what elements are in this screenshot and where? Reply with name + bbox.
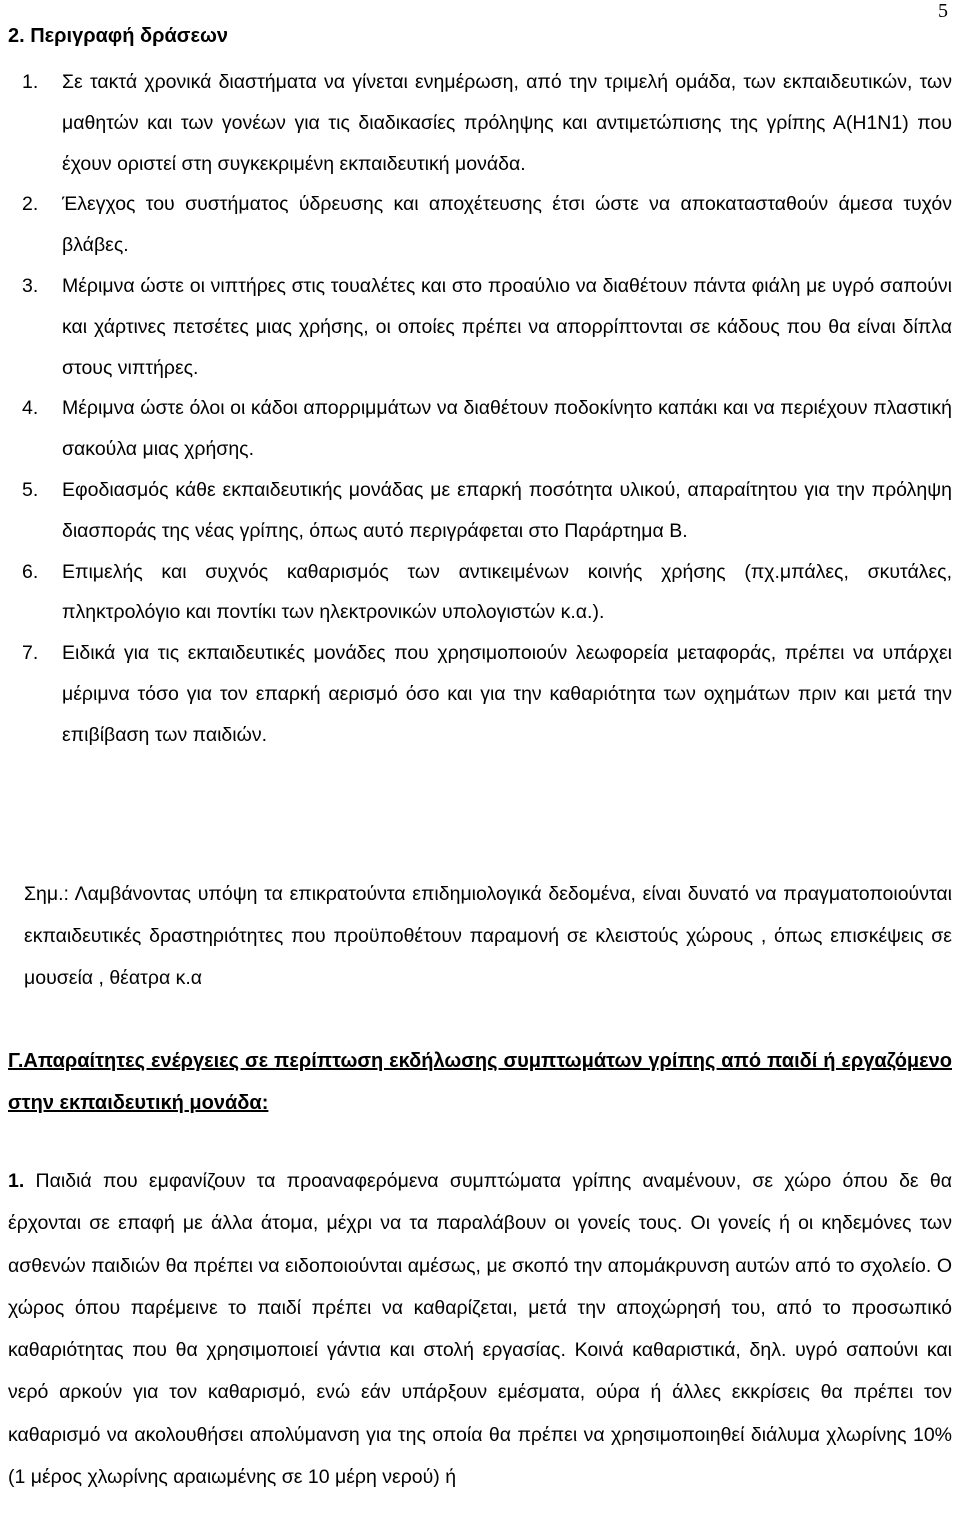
item-text: Ειδικά για τις εκπαιδευτικές μονάδες που χρησιμοποιούν λεωφορεία μεταφοράς, πρέπει να υπάρχει μέριμνα τόσο για τον επαρκή αερισμό όσο και για την καθαριότητα των οχημάτων πριν και μετά την επιβίβαση των παιδιών. xyxy=(62,642,952,746)
list-item xyxy=(8,62,952,184)
list-item xyxy=(8,388,952,470)
list-item xyxy=(8,184,952,266)
item-text: Εφοδιασμός κάθε εκπαιδευτικής μονάδας με επαρκή ποσότητα υλικού, απαραίτητου για την πρόληψη διασποράς της νέας γρίπης, όπως αυτό περιγράφεται στο Παράρτημα Β. xyxy=(62,478,952,542)
item-number: 3. xyxy=(22,274,39,297)
section-title: 2. Περιγραφή δράσεων xyxy=(8,25,228,47)
item-number: 5. xyxy=(22,478,39,501)
list-item xyxy=(8,266,952,388)
item-number: 2. xyxy=(22,193,39,216)
list-item xyxy=(8,470,952,552)
item-text: Σε τακτά χρονικά διαστήματα να γίνεται ενημέρωση, από την τριμελή ομάδα, των εκπαιδευτικών, των μαθητών και των γονέων για τις διαδικασίες πρόληψης και αντιμετώπισης της γρίπης Α(Η1Ν1) που έχουν οριστεί στη συγκεκριμένη εκπαιδευτική μονάδα. xyxy=(62,71,952,175)
paragraph-text: Παιδιά που εμφανίζουν τα προαναφερόμενα συμπτώματα γρίπης αναμένουν, σε χώρο όπου δε θα έρχονται σε επαφή με άλλα άτομα, μέχρι να τα παραλάβουν οι γονείς τους. Οι γονείς ή οι κηδεμόνες των ασθενών παιδιών θα πρέπει να ειδοποιούνται αμέσως, με σκοπό την απομάκρυνση αυτών από το σχολείο. Ο χώρος όπου παρέμεινε το παιδί πρέπει να καθαρίζεται, μετά την αποχώρησή του, από το προσωπικό καθαριότητας που θα χρησιμοποιεί γάντια και στολή εργασίας. Κοινά καθαριστικά, δηλ. υγρό σαπούνι και νερό αρκούν για τον καθαρισμό, ενώ εάν υπάρξουν εμέσματα, ούρα ή άλλες εκκρίσεις θα πρέπει τον καθαρισμό να ακολουθήσει απολύμανση για της οποία θα πρέπει να χρησιμοποιηθεί διάλυμα χλωρίνης 10%(1 μέρος χλωρίνης αραιωμένης σε 10 μέρη νερού) ή xyxy=(8,1170,952,1489)
item-text: Μέριμνα ώστε όλοι οι κάδοι απορριμμάτων να διαθέτουν ποδοκίνητο καπάκι και να περιέχουν πλαστική σακούλα μιας χρήσης. xyxy=(62,397,952,461)
section-g-heading: Γ.Απαραίτητες ενέργειες σε περίπτωση εκδήλωσης συμπτωμάτων γρίπης από παιδί ή εργαζόμενο στην εκπαιδευτική μονάδα: xyxy=(8,1050,952,1114)
item-text: Έλεγχος του συστήματος ύδρευσης και αποχέτευσης έτσι ώστε να αποκατασταθούν άμεσα τυχόν βλάβες. xyxy=(62,193,952,257)
actions-list xyxy=(8,62,952,756)
item-text: Επιμελής και συχνός καθαρισμός των αντικειμένων κοινής χρήσης (πχ.μπάλες, σκυτάλες, πληκτρολόγιο και ποντίκι των ηλεκτρονικών υπολογιστών κ.α.). xyxy=(62,560,952,624)
item-text: Μέριμνα ώστε οι νιπτήρες στις τουαλέτες και στο προαύλιο να διαθέτουν πάντα φιάλη με υγρό σαπούνι και χάρτινες πετσέτες μιας χρήσης, οι οποίες πρέπει να απορρίπτονται σε κάδους που θα είναι δίπλα στους νιπτήρες. xyxy=(62,274,952,379)
item-number: 6. xyxy=(22,560,39,583)
list-item xyxy=(8,633,952,755)
item-number: 7. xyxy=(22,642,39,665)
list-item xyxy=(8,552,952,634)
section-g-paragraph xyxy=(8,1160,952,1498)
page-number: 5 xyxy=(938,0,948,22)
paragraph-number: 1. xyxy=(8,1170,25,1192)
item-number: 1. xyxy=(22,71,39,93)
item-number: 4. xyxy=(22,397,39,420)
note-paragraph: Σημ.: Λαμβάνοντας υπόψη τα επικρατούντα επιδημιολογικά δεδομένα, είναι δυνατό να πραγματοποιούνται εκπαιδευτικές δραστηριότητες που προϋποθέτουν παραμονή σε κλειστούς χώρους , όπως επισκέψεις σε μουσεία , θέατρα κ.α xyxy=(24,883,952,989)
